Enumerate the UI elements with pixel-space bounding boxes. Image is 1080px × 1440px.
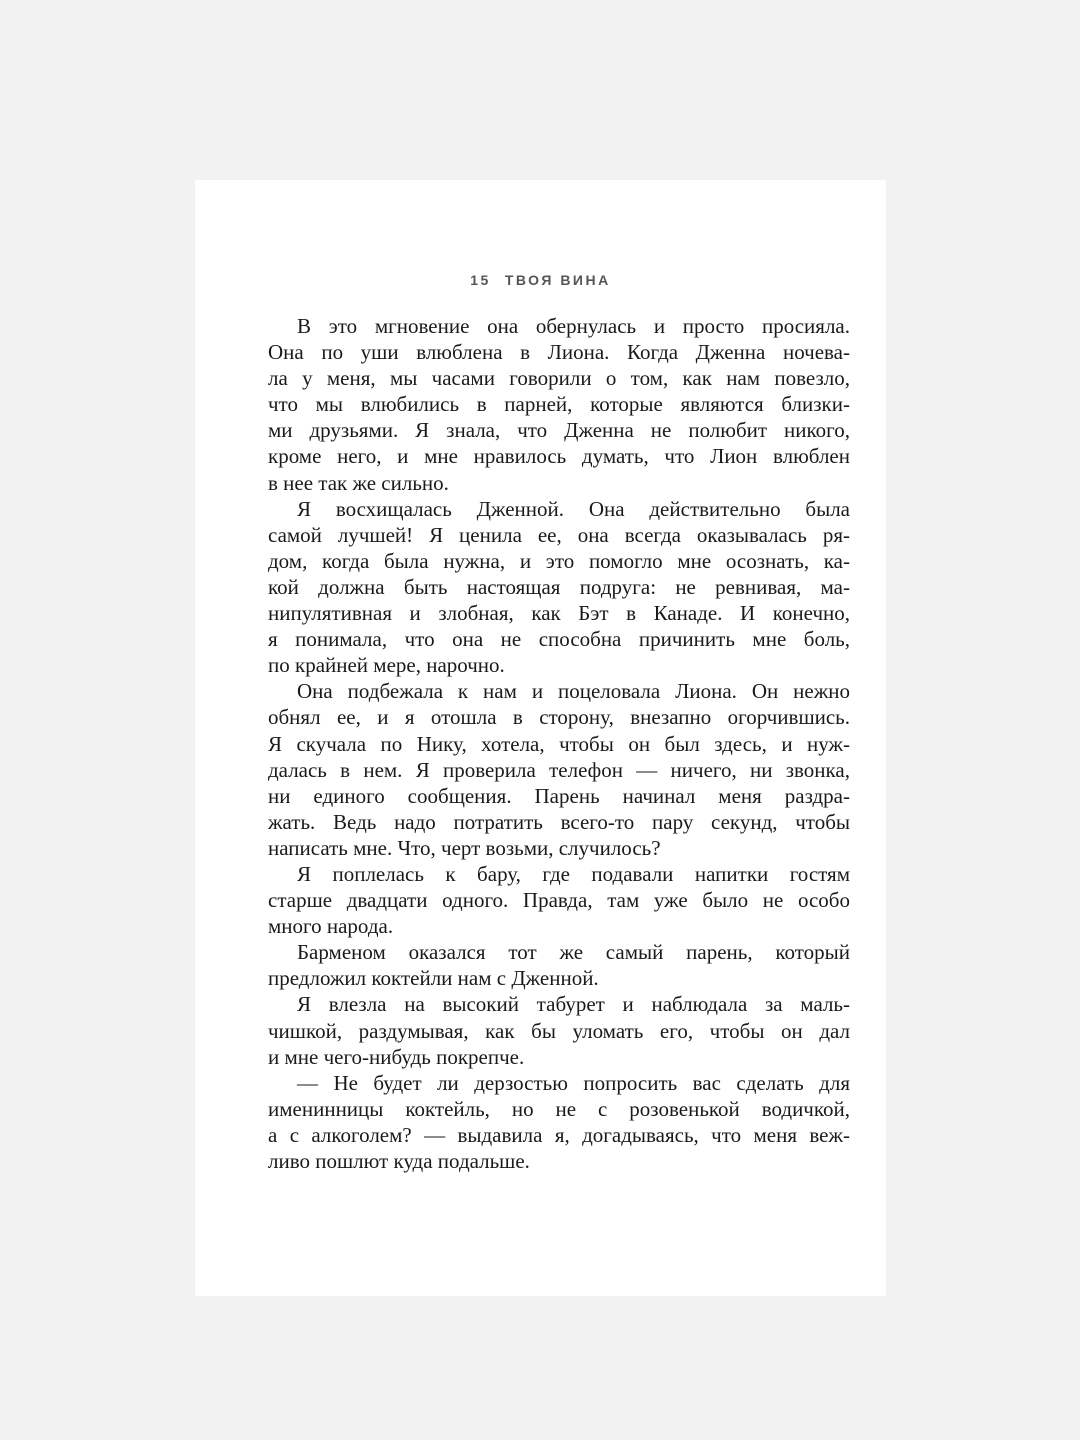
text-line: далась в нем. Я проверила телефон — ничего, ни звонка,	[268, 757, 850, 782]
text-line: — Не будет ли дерзостью попросить вас сделать для	[297, 1070, 850, 1095]
text-line: Я восхищалась Дженной. Она действительно была	[297, 496, 850, 521]
body-text	[268, 313, 850, 1174]
text-line: и мне чего-нибудь покрепче.	[268, 1044, 525, 1069]
text-line: Она по уши влюблена в Лиона. Когда Дженна ночева-	[268, 340, 850, 365]
paragraph	[268, 678, 850, 861]
text-line: обнял ее, и я отошла в сторону, внезапно огорчившись.	[268, 705, 850, 730]
text-line: что мы влюбились в парней, которые являются близки-	[268, 392, 850, 417]
text-line: Она подбежала к нам и поцеловала Лиона. Он нежно	[297, 679, 850, 704]
text-line: я понимала, что она не способна причинить мне боль,	[268, 627, 850, 652]
paragraph	[268, 991, 850, 1069]
paragraph	[268, 1070, 850, 1174]
text-line: именинницы коктейль, но не с розовенькой водичкой,	[268, 1096, 850, 1121]
text-line: дом, когда была нужна, и это помогло мне осознать, ка-	[268, 548, 850, 573]
text-line: В это мгновение она обернулась и просто просияла.	[297, 314, 850, 338]
text-line: ла у меня, мы часами говорили о том, как нам повезло,	[268, 366, 850, 391]
page-number: 15	[470, 272, 491, 288]
text-line: самой лучшей! Я ценила ее, она всегда оказывалась ря-	[268, 522, 850, 547]
text-line: много народа.	[268, 914, 394, 939]
text-line: жать. Ведь надо потратить всего-то пару секунд, чтобы	[268, 809, 850, 834]
text-line: кой должна быть настоящая подруга: не ревнивая, ма-	[268, 574, 850, 599]
paragraph	[268, 313, 850, 496]
paragraph	[268, 496, 850, 679]
text-line: ми друзьями. Я знала, что Дженна не полюбит никого,	[268, 418, 850, 443]
text-line: предложил коктейли нам с Дженной.	[268, 966, 599, 991]
text-line: нипулятивная и злобная, как Бэт в Канаде. И конечно,	[268, 601, 850, 626]
book-title: ТВОЯ ВИНА	[504, 272, 611, 288]
text-line: Барменом оказался тот же самый парень, который	[297, 940, 850, 965]
paragraph	[268, 861, 850, 939]
book-page	[195, 180, 886, 1296]
text-line: ни единого сообщения. Парень начинал меня раздра-	[268, 783, 850, 808]
running-header	[195, 272, 886, 288]
text-line: Я влезла на высокий табурет и наблюдала за маль-	[297, 992, 850, 1017]
text-line: в нее так же сильно.	[268, 470, 449, 495]
text-line: написать мне. Что, черт возьми, случилось?	[268, 835, 661, 860]
text-line: кроме него, и мне нравилось думать, что Лион влюблен	[268, 444, 850, 469]
text-line: ливо пошлют куда подальше.	[268, 1149, 530, 1173]
text-line: старше двадцати одного. Правда, там уже было не особо	[268, 888, 850, 913]
paragraph	[268, 939, 850, 991]
text-line: Я скучала по Нику, хотела, чтобы он был здесь, и нуж-	[268, 731, 850, 756]
text-line: а с алкоголем? — выдавила я, догадываясь, что меня веж-	[268, 1122, 850, 1147]
text-line: по крайней мере, нарочно.	[268, 653, 505, 678]
text-line: Я поплелась к бару, где подавали напитки гостям	[297, 861, 850, 886]
text-line: чишкой, раздумывая, как бы уломать его, чтобы он дал	[268, 1018, 850, 1043]
